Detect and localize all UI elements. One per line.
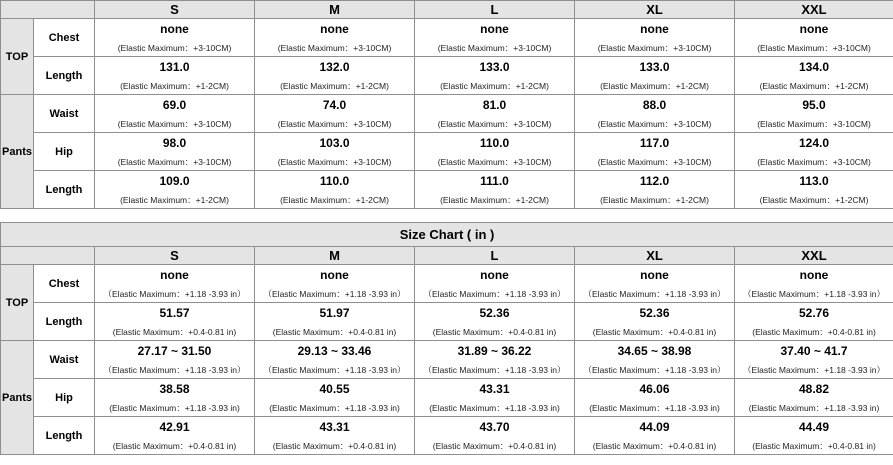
elastic-note: （Elastic Maximum：+1.18 -3.93 in） — [575, 286, 735, 303]
elastic-note: (Elastic Maximum：+1-2CM) — [415, 192, 575, 209]
elastic-note: (Elastic Maximum：+3-10CM) — [575, 116, 735, 133]
elastic-note: （Elastic Maximum：+1.18 -3.93 in） — [95, 286, 255, 303]
measure-note-row — [1, 116, 893, 133]
measure-note-row — [1, 286, 893, 303]
group-label-pants: Pants — [1, 95, 34, 209]
elastic-note: (Elastic Maximum：+1-2CM) — [95, 78, 255, 95]
elastic-note: （Elastic Maximum：+1.18 -3.93 in） — [735, 286, 893, 303]
measure-value: 44.49 — [735, 417, 893, 438]
elastic-note: (Elastic Maximum：+3-10CM) — [415, 154, 575, 171]
elastic-note: (Elastic Maximum：+3-10CM) — [735, 40, 893, 57]
size-header-s: S — [95, 247, 255, 265]
measure-value: 29.13 ~ 33.46 — [255, 341, 415, 362]
elastic-note: (Elastic Maximum：+1-2CM) — [575, 78, 735, 95]
elastic-note: (Elastic Maximum：+1-2CM) — [255, 78, 415, 95]
measure-value: 113.0 — [735, 171, 893, 192]
measure-note-row — [1, 40, 893, 57]
measure-value: 69.0 — [95, 95, 255, 116]
elastic-note: （Elastic Maximum：+1.18 -3.93 in） — [255, 286, 415, 303]
group-label-pants: Pants — [1, 341, 34, 455]
measure-label-length: Length — [34, 303, 95, 341]
elastic-note: （Elastic Maximum：+1.18 -3.93 in） — [95, 362, 255, 379]
elastic-note: (Elastic Maximum：+1.18 -3.93 in) — [575, 400, 735, 417]
elastic-note: （Elastic Maximum：+1.18 -3.93 in） — [575, 362, 735, 379]
table-separator — [0, 215, 893, 222]
measure-row — [1, 417, 893, 438]
measure-note-row — [1, 400, 893, 417]
elastic-note: (Elastic Maximum：+0.4-0.81 in) — [255, 324, 415, 341]
elastic-note: (Elastic Maximum：+3-10CM) — [95, 154, 255, 171]
measure-note-row — [1, 154, 893, 171]
elastic-note: (Elastic Maximum：+0.4-0.81 in) — [415, 438, 575, 455]
size-header-xxl: XXL — [735, 247, 893, 265]
elastic-note: （Elastic Maximum：+1.18 -3.93 in） — [255, 362, 415, 379]
measure-value: 40.55 — [255, 379, 415, 400]
measure-label-waist: Waist — [34, 341, 95, 379]
measure-value: none — [735, 265, 893, 286]
measure-value: 37.40 ~ 41.7 — [735, 341, 893, 362]
title-row — [1, 223, 893, 247]
elastic-note: (Elastic Maximum：+3-10CM) — [575, 154, 735, 171]
measure-value: none — [575, 19, 735, 40]
elastic-note: (Elastic Maximum：+0.4-0.81 in) — [255, 438, 415, 455]
size-header-l: L — [415, 1, 575, 19]
measure-row — [1, 341, 893, 362]
elastic-note: (Elastic Maximum：+1-2CM) — [735, 192, 893, 209]
elastic-note: (Elastic Maximum：+1-2CM) — [255, 192, 415, 209]
measure-value: 46.06 — [575, 379, 735, 400]
measure-row — [1, 133, 893, 154]
measure-value: 132.0 — [255, 57, 415, 78]
measure-value: 52.36 — [415, 303, 575, 324]
elastic-note: (Elastic Maximum：+0.4-0.81 in) — [575, 438, 735, 455]
measure-value: 38.58 — [95, 379, 255, 400]
measure-label-hip: Hip — [34, 379, 95, 417]
elastic-note: (Elastic Maximum：+1.18 -3.93 in) — [255, 400, 415, 417]
elastic-note: (Elastic Maximum：+3-10CM) — [95, 116, 255, 133]
measure-value: 52.76 — [735, 303, 893, 324]
size-header-row — [1, 1, 893, 19]
measure-value: none — [415, 19, 575, 40]
size-table-cm — [0, 0, 893, 209]
table-title: Size Chart ( in ) — [1, 223, 893, 247]
elastic-note: (Elastic Maximum：+0.4-0.81 in) — [415, 324, 575, 341]
measure-value: none — [255, 265, 415, 286]
elastic-note: (Elastic Maximum：+1.18 -3.93 in) — [735, 400, 893, 417]
elastic-note: （Elastic Maximum：+1.18 -3.93 in） — [415, 362, 575, 379]
measure-value: 110.0 — [415, 133, 575, 154]
elastic-note: (Elastic Maximum：+3-10CM) — [255, 40, 415, 57]
size-header-row — [1, 247, 893, 265]
measure-value: 74.0 — [255, 95, 415, 116]
elastic-note: (Elastic Maximum：+0.4-0.81 in) — [95, 438, 255, 455]
size-header-s: S — [95, 1, 255, 19]
measure-row — [1, 303, 893, 324]
elastic-note: (Elastic Maximum：+0.4-0.81 in) — [575, 324, 735, 341]
measure-value: 51.57 — [95, 303, 255, 324]
size-table-inches — [0, 222, 893, 455]
measure-value: 44.09 — [575, 417, 735, 438]
measure-value: 81.0 — [415, 95, 575, 116]
elastic-note: (Elastic Maximum：+3-10CM) — [415, 116, 575, 133]
elastic-note: (Elastic Maximum：+3-10CM) — [255, 154, 415, 171]
measure-value: 133.0 — [575, 57, 735, 78]
measure-row — [1, 379, 893, 400]
measure-label-length: Length — [34, 417, 95, 455]
elastic-note: (Elastic Maximum：+1-2CM) — [95, 192, 255, 209]
size-header-m: M — [255, 247, 415, 265]
measure-label-length: Length — [34, 171, 95, 209]
measure-value: 109.0 — [95, 171, 255, 192]
elastic-note: (Elastic Maximum：+3-10CM) — [95, 40, 255, 57]
measure-value: 95.0 — [735, 95, 893, 116]
measure-value: 103.0 — [255, 133, 415, 154]
measure-value: 112.0 — [575, 171, 735, 192]
measure-row — [1, 19, 893, 40]
header-corner — [1, 247, 95, 265]
size-header-xl: XL — [575, 1, 735, 19]
measure-value: none — [735, 19, 893, 40]
measure-value: 42.91 — [95, 417, 255, 438]
measure-value: 134.0 — [735, 57, 893, 78]
measure-note-row — [1, 324, 893, 341]
measure-value: 111.0 — [415, 171, 575, 192]
measure-value: 98.0 — [95, 133, 255, 154]
elastic-note: (Elastic Maximum：+1.18 -3.93 in) — [415, 400, 575, 417]
measure-value: 52.36 — [575, 303, 735, 324]
measure-label-chest: Chest — [34, 265, 95, 303]
measure-value: 124.0 — [735, 133, 893, 154]
elastic-note: (Elastic Maximum：+1.18 -3.93 in) — [95, 400, 255, 417]
elastic-note: (Elastic Maximum：+0.4-0.81 in) — [735, 324, 893, 341]
measure-value: 133.0 — [415, 57, 575, 78]
measure-value: 43.70 — [415, 417, 575, 438]
measure-value: 117.0 — [575, 133, 735, 154]
measure-value: 43.31 — [255, 417, 415, 438]
elastic-note: （Elastic Maximum：+1.18 -3.93 in） — [735, 362, 893, 379]
measure-label-length: Length — [34, 57, 95, 95]
measure-row — [1, 57, 893, 78]
measure-value: 31.89 ~ 36.22 — [415, 341, 575, 362]
size-header-m: M — [255, 1, 415, 19]
measure-value: none — [95, 19, 255, 40]
measure-value: 131.0 — [95, 57, 255, 78]
elastic-note: （Elastic Maximum：+1.18 -3.93 in） — [415, 286, 575, 303]
measure-value: 110.0 — [255, 171, 415, 192]
elastic-note: (Elastic Maximum：+3-10CM) — [415, 40, 575, 57]
size-header-xl: XL — [575, 247, 735, 265]
measure-value: 34.65 ~ 38.98 — [575, 341, 735, 362]
measure-value: none — [255, 19, 415, 40]
measure-note-row — [1, 192, 893, 209]
measure-value: 51.97 — [255, 303, 415, 324]
size-header-l: L — [415, 247, 575, 265]
group-label-top: TOP — [1, 265, 34, 341]
elastic-note: (Elastic Maximum：+0.4-0.81 in) — [735, 438, 893, 455]
measure-row — [1, 171, 893, 192]
size-header-xxl: XXL — [735, 1, 893, 19]
measure-note-row — [1, 362, 893, 379]
elastic-note: (Elastic Maximum：+1-2CM) — [735, 78, 893, 95]
measure-label-waist: Waist — [34, 95, 95, 133]
group-label-top: TOP — [1, 19, 34, 95]
elastic-note: (Elastic Maximum：+3-10CM) — [735, 116, 893, 133]
elastic-note: (Elastic Maximum：+1-2CM) — [415, 78, 575, 95]
elastic-note: (Elastic Maximum：+0.4-0.81 in) — [95, 324, 255, 341]
measure-value: 88.0 — [575, 95, 735, 116]
elastic-note: (Elastic Maximum：+1-2CM) — [575, 192, 735, 209]
elastic-note: (Elastic Maximum：+3-10CM) — [575, 40, 735, 57]
measure-value: none — [95, 265, 255, 286]
measure-value: none — [415, 265, 575, 286]
measure-row — [1, 95, 893, 116]
measure-note-row — [1, 78, 893, 95]
elastic-note: (Elastic Maximum：+3-10CM) — [255, 116, 415, 133]
measure-note-row — [1, 438, 893, 455]
elastic-note: (Elastic Maximum：+3-10CM) — [735, 154, 893, 171]
measure-value: 27.17 ~ 31.50 — [95, 341, 255, 362]
measure-value: none — [575, 265, 735, 286]
measure-value: 48.82 — [735, 379, 893, 400]
header-corner — [1, 1, 95, 19]
measure-row — [1, 265, 893, 286]
measure-label-chest: Chest — [34, 19, 95, 57]
measure-value: 43.31 — [415, 379, 575, 400]
measure-label-hip: Hip — [34, 133, 95, 171]
